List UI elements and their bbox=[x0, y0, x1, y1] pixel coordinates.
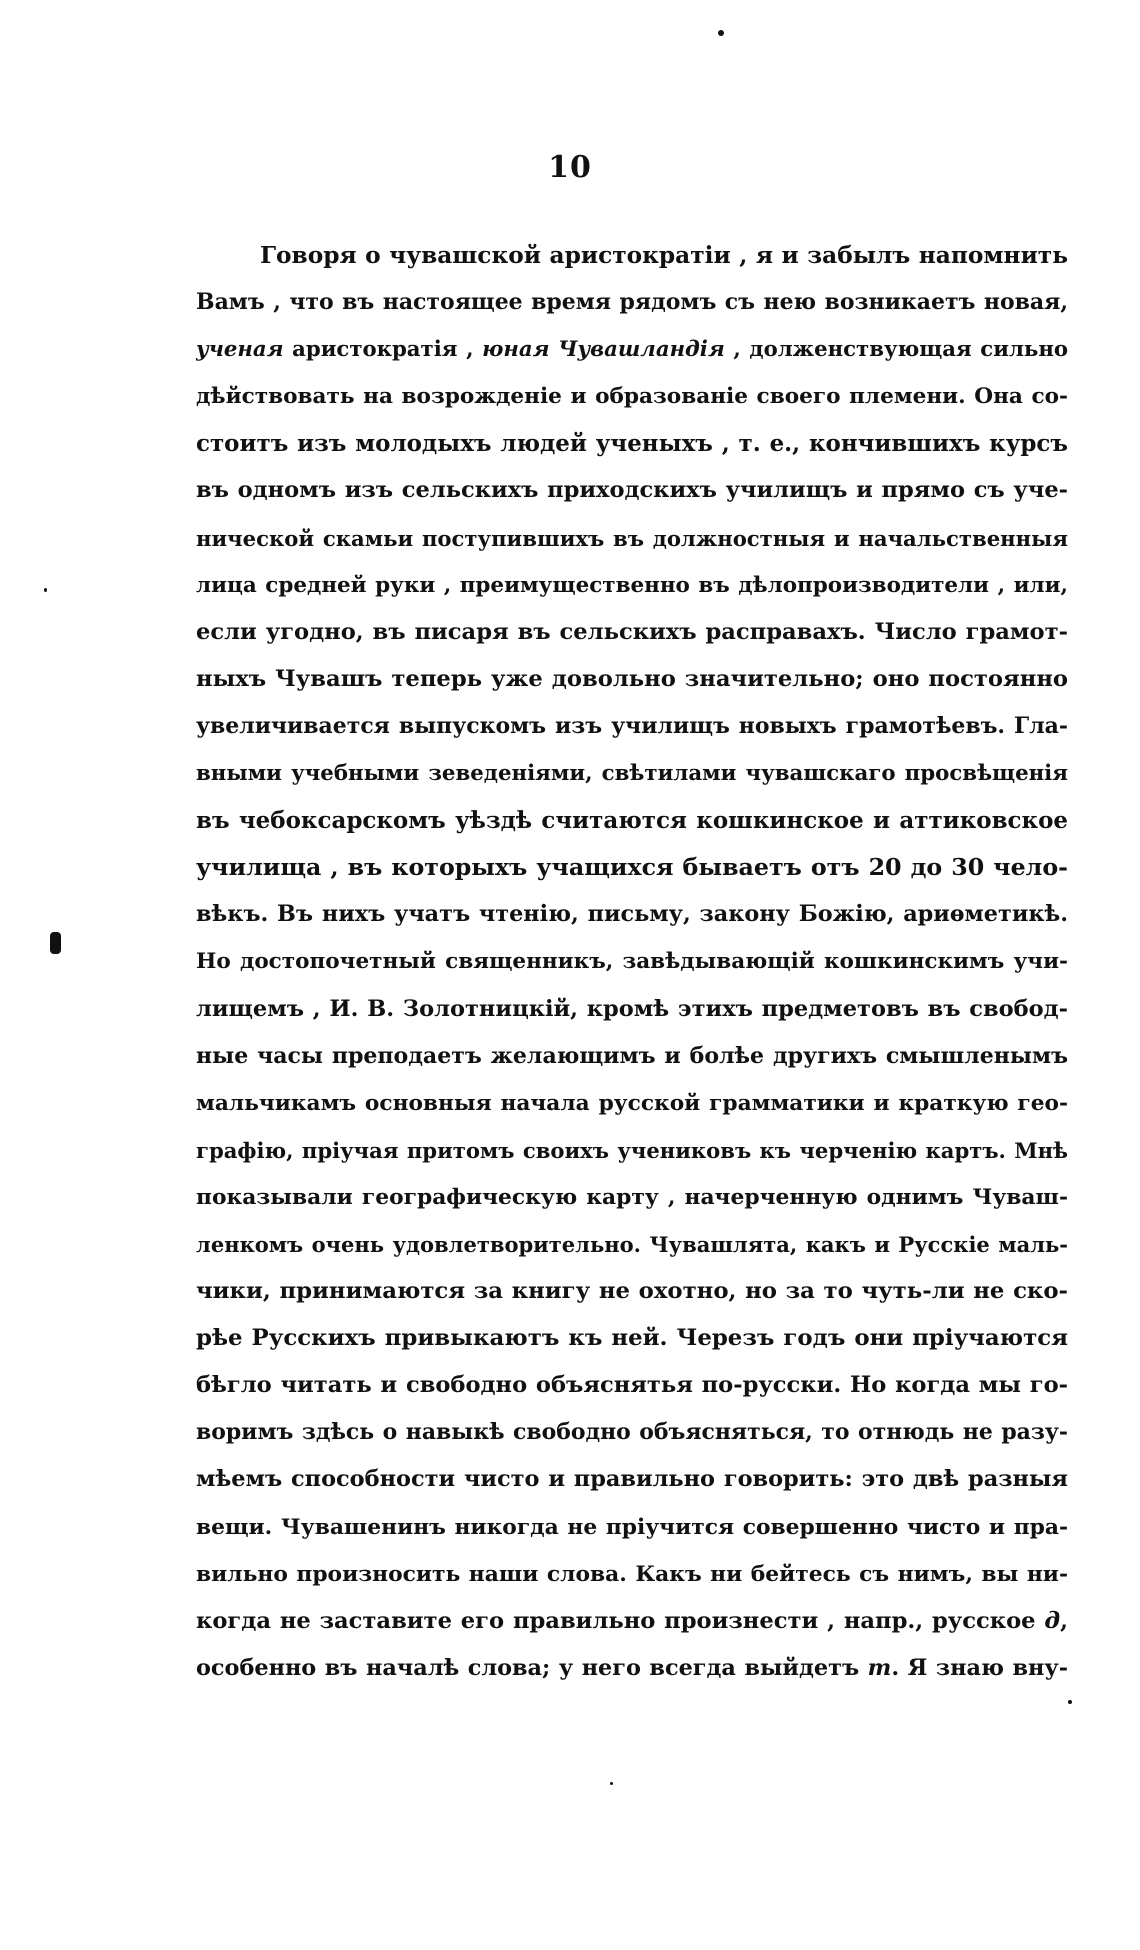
text-segment: увеличивается выпускомъ изъ училищъ новыхъ грамотѣевъ. Гла- bbox=[196, 712, 1068, 739]
text-line bbox=[196, 1080, 1068, 1127]
scan-blot-left bbox=[50, 932, 61, 954]
text-line bbox=[196, 1598, 1068, 1645]
text-line bbox=[196, 1174, 1068, 1221]
scan-speck-bottom bbox=[610, 1782, 613, 1785]
text-segment: нической скамьи поступившихъ въ должностныя и начальственныя bbox=[196, 525, 1068, 551]
text-line bbox=[196, 1268, 1068, 1315]
text-segment: . Я знаю вну- bbox=[891, 1654, 1068, 1681]
text-segment: Но достопочетный священникъ, завѣдывающій кошкинскимъ учи- bbox=[196, 949, 1068, 975]
text-line bbox=[196, 703, 1068, 750]
text-line bbox=[196, 656, 1068, 703]
text-segment: особенно въ началѣ слова; у него всегда выйдетъ bbox=[196, 1654, 868, 1681]
text-line bbox=[196, 891, 1068, 938]
text-line bbox=[196, 609, 1068, 656]
text-segment: лица средней руки , преимущественно въ дѣлопроизводители , или, bbox=[196, 572, 1068, 598]
text-line bbox=[196, 986, 1068, 1033]
text-line bbox=[196, 938, 1068, 985]
text-segment: мѣемъ способности чисто и правильно говорить: это двѣ разныя bbox=[196, 1466, 1068, 1493]
text-line bbox=[196, 1409, 1068, 1456]
italic-text: юная Чувашландія bbox=[482, 337, 725, 363]
text-segment: вными учебными зеведеніями, свѣтилами чувашскаго просвѣщенія bbox=[196, 761, 1068, 787]
text-line bbox=[196, 515, 1068, 562]
text-segment: въ одномъ изъ сельскихъ приходскихъ училищъ и прямо съ уче- bbox=[196, 477, 1068, 504]
italic-text: д bbox=[1044, 1607, 1061, 1634]
text-line bbox=[196, 373, 1068, 420]
text-segment: ные часы преподаетъ желающимъ и болѣе другихъ смышленымъ bbox=[196, 1042, 1068, 1069]
text-segment: аристократія , bbox=[283, 337, 483, 363]
text-line bbox=[196, 232, 1068, 279]
text-segment: чики, принимаются за книгу не охотно, но за то чуть-ли не ско- bbox=[196, 1278, 1068, 1305]
text-segment: когда не заставите его правильно произнести , напр., русское bbox=[196, 1607, 1045, 1634]
text-segment: въ чебоксарскомъ уѣздѣ считаются кошкинское и аттиковское bbox=[196, 807, 1068, 835]
text-segment: Говоря о чувашской аристократіи , я и забылъ напомнить bbox=[260, 242, 1068, 269]
text-segment: дѣйствовать на возрожденіе и образованіе своего племени. Она со- bbox=[196, 384, 1068, 410]
text-segment: рѣе Русскихъ привыкаютъ къ ней. Черезъ годъ они пріучаются bbox=[196, 1325, 1068, 1352]
text-segment: воримъ здѣсь о навыкѣ свободно объясняться, то отнюдь не разу- bbox=[196, 1419, 1068, 1446]
text-segment: ныхъ Чувашъ теперь уже довольно значительно; оно постоянно bbox=[196, 665, 1068, 692]
scan-speck-right bbox=[1068, 1700, 1072, 1704]
italic-text: т bbox=[867, 1654, 892, 1681]
text-segment: мальчикамъ основныя начала русской грамматики и краткую гео- bbox=[196, 1090, 1068, 1116]
text-segment: показывали географическую карту , начерченную однимъ Чуваш- bbox=[196, 1184, 1068, 1210]
body-paragraph bbox=[196, 232, 1068, 1692]
text-line bbox=[196, 326, 1068, 373]
text-segment: вещи. Чувашенинъ никогда не пріучится совершенно чисто и пра- bbox=[196, 1514, 1068, 1540]
text-line bbox=[196, 1033, 1068, 1080]
text-segment: училища , въ которыхъ учащихся бываетъ отъ 20 до 30 чело- bbox=[196, 853, 1068, 882]
text-line bbox=[196, 1127, 1068, 1174]
page-number: 10 bbox=[548, 150, 592, 185]
italic-text: ученая bbox=[196, 337, 284, 363]
text-line bbox=[196, 844, 1068, 891]
text-line bbox=[196, 1456, 1068, 1503]
text-line bbox=[196, 1362, 1068, 1409]
text-segment: Вамъ , что въ настоящее время рядомъ съ нею возникаетъ новая, bbox=[196, 289, 1068, 316]
scan-speck-top bbox=[718, 30, 724, 36]
text-line bbox=[196, 562, 1068, 609]
text-line bbox=[196, 1551, 1068, 1598]
text-segment: стоитъ изъ молодыхъ людей ученыхъ , т. е., кончившихъ курсъ bbox=[196, 430, 1068, 458]
text-segment: бѣгло читать и свободно объяснятья по-русски. Но когда мы го- bbox=[196, 1372, 1068, 1399]
text-line bbox=[196, 797, 1068, 844]
scan-speck-left bbox=[44, 588, 47, 592]
text-line bbox=[196, 750, 1068, 797]
text-line bbox=[196, 1645, 1068, 1692]
text-segment: если угодно, въ писаря въ сельскихъ расправахъ. Число грамот- bbox=[196, 618, 1068, 645]
text-segment: вѣкъ. Въ нихъ учатъ чтенію, письму, закону Божію, ариѳметикѣ. bbox=[196, 901, 1068, 928]
text-segment: графію, пріучая притомъ своихъ учениковъ къ черченію картъ. Мнѣ bbox=[196, 1137, 1068, 1163]
text-segment: , bbox=[1060, 1607, 1068, 1634]
text-line bbox=[196, 1221, 1068, 1268]
text-segment: , долженствующая сильно bbox=[724, 337, 1068, 363]
text-line bbox=[196, 279, 1068, 326]
text-line bbox=[196, 467, 1068, 514]
text-segment: вильно произносить наши слова. Какъ ни бейтесь съ нимъ, вы ни- bbox=[196, 1561, 1068, 1587]
text-line bbox=[196, 1315, 1068, 1362]
text-line bbox=[196, 1504, 1068, 1551]
text-line bbox=[196, 420, 1068, 467]
text-segment: лищемъ , И. В. Золотницкій, кромѣ этихъ предметовъ въ свобод- bbox=[196, 995, 1068, 1022]
text-segment: ленкомъ очень удовлетворительно. Чувашлята, какъ и Русскіе маль- bbox=[196, 1231, 1068, 1257]
